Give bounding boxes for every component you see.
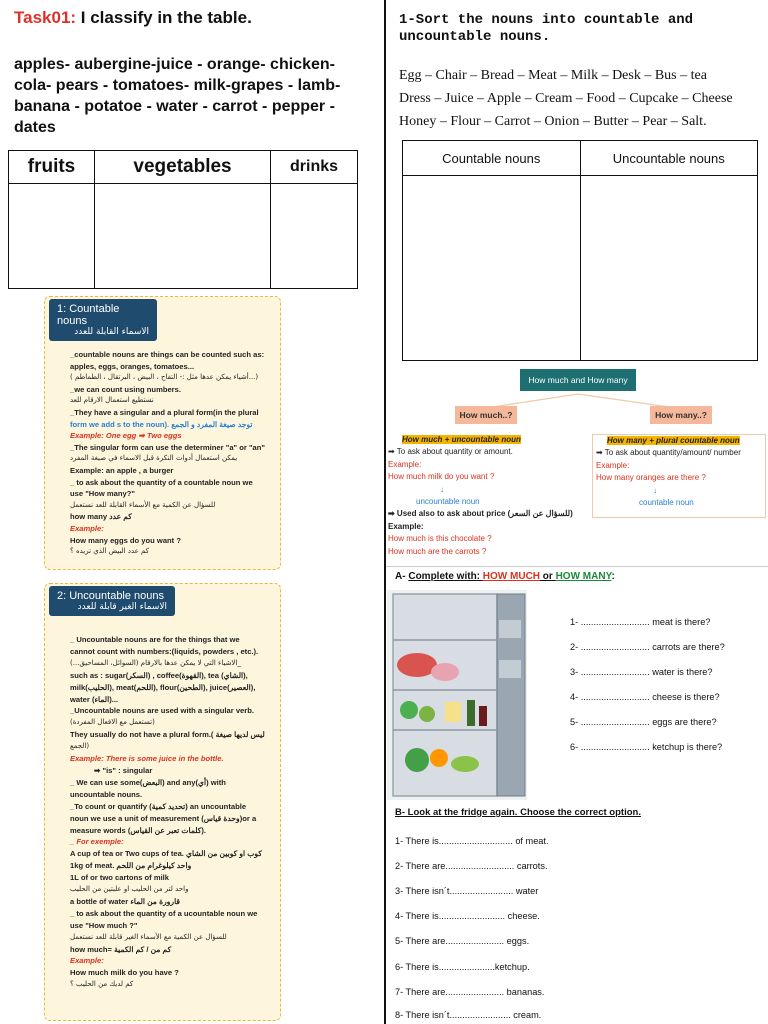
hm-line: ➡ Used also to ask about price (للسؤال عن السعر) xyxy=(388,509,573,519)
note-line: form we add s to the noun). توجد صيغة المفرد و الجمع xyxy=(70,419,253,429)
countable-heading-text: 1: Countable nouns xyxy=(57,303,120,327)
note-line: _Uncountable nouns are used with a singular verb. xyxy=(70,706,254,716)
note-line: ( أشياء يمكن عدها مثل :- التفاح ، البيض ، البرتقال ، الطماطم...) xyxy=(70,373,259,382)
how-many-box xyxy=(592,434,766,518)
note-line: how much= كم من / كم الكمية xyxy=(70,944,172,954)
note-line: _ to ask about the quantity of a countable noun we xyxy=(70,477,253,487)
note-example: Example: One egg ➡ Two eggs xyxy=(70,431,182,441)
complete-question-4: 4- ........................... cheese is there? xyxy=(570,692,720,702)
note-line: uncountable nouns. xyxy=(70,789,143,799)
note-example: Example: xyxy=(70,523,104,533)
hm-arrow: ↓ xyxy=(440,484,444,494)
note-line: How many eggs do you want ? xyxy=(70,535,181,545)
note-line: _ to ask about the quantity of a ucountable noun we xyxy=(70,908,258,918)
note-line: (تستعمل مع الافعال المفردة) xyxy=(70,718,155,727)
note-line: للسؤال عن الكمية مع الأسماء الغير قابلة للعد نستعمل xyxy=(70,932,227,941)
complete-text: Complete with: xyxy=(408,571,483,582)
note-line: _ Uncountable nouns are for the things that we xyxy=(70,635,240,644)
countable-heading xyxy=(49,299,157,341)
column-header-vegetables: vegetables xyxy=(95,151,271,184)
hm-example: How many oranges are there ? xyxy=(596,473,706,483)
note-line: يمكن استعمال أدوات النكرة قبل الاسماء في صيغة المفرد xyxy=(70,454,238,463)
hm-line: Example: xyxy=(388,459,422,469)
part-b-item-7: 7- There are....................... bananas. xyxy=(395,987,545,997)
note-line: 1kg of meat. واحد كيلوغرام من اللحم xyxy=(70,861,192,871)
hm-line: Example: xyxy=(596,460,630,470)
note-line: للسؤال عن الكمية مع الأسماء القابلة للعد نستعمل xyxy=(70,500,216,509)
fruits-cell[interactable] xyxy=(9,184,95,289)
complete-question-5: 5- ........................... eggs are there? xyxy=(570,717,717,727)
drinks-cell[interactable] xyxy=(271,184,358,289)
countable-heading-ar: الاسماء القابلة للعدد xyxy=(74,327,149,337)
hm-line: uncountable noun xyxy=(416,497,480,507)
note-line: _The singular form can use the determiner "a" or "an" xyxy=(70,442,266,452)
note-line: نستطيع استعمال الارقام للعد xyxy=(70,396,154,405)
complete-or: or xyxy=(540,571,556,582)
sort-title: 1-Sort the nouns into countable and uncountable nouns. xyxy=(399,12,694,45)
part-b-item-5: 5- There are....................... eggs. xyxy=(395,936,530,946)
note-line: use "How much ?" xyxy=(70,920,138,930)
note-line: noun we use a unit of measurement (وحدة قياس)or a xyxy=(70,813,257,823)
hm-example: How much milk do you want ? xyxy=(388,472,495,482)
countable-body xyxy=(70,349,278,558)
hm-example: How much is this chocolate ? xyxy=(388,534,492,544)
complete-prefix: A- xyxy=(395,571,409,582)
part-b-item-4: 4- There is.......................... cheese. xyxy=(395,911,540,921)
how-much-box xyxy=(388,434,578,566)
complete-question-3: 3- ........................... water is there? xyxy=(570,667,713,677)
note-line: use "How many?" xyxy=(70,489,136,499)
note-line: cannot count with numbers:(liquids, powders , etc.). xyxy=(70,646,259,656)
part-b-item-2: 2- There are........................... carrots. xyxy=(395,861,548,871)
task01-title xyxy=(14,8,252,28)
sort-words-line: Egg – Chair – Bread – Meat – Milk – Desk – Bus – tea xyxy=(399,68,707,83)
note-line: measure words (كلمات تعبر عن القياس). xyxy=(70,825,207,835)
sort-table xyxy=(402,140,758,361)
page-divider xyxy=(384,0,386,1024)
note-line: كم لديك من الحليب ؟ xyxy=(70,980,134,989)
vegetables-cell[interactable] xyxy=(95,184,271,289)
sort-words-line: Honey – Flour – Carrot – Onion – Butter – Pear – Salt. xyxy=(399,114,707,129)
note-line: ➡ "is" : singular xyxy=(94,765,153,775)
note-line: How much milk do you have ? xyxy=(70,968,179,978)
hm-line: ➡ To ask about quantity or amount. xyxy=(388,447,513,457)
complete-question-2: 2- ........................... carrots are there? xyxy=(570,642,725,652)
uncountable-heading xyxy=(49,586,175,616)
uncountable-heading-text: 2: Uncountable nouns xyxy=(57,590,165,602)
complete-question-1: 1- ........................... meat is there? xyxy=(570,617,711,627)
note-line: A cup of tea or Two cups of tea. كوب او كوبين من الشاي xyxy=(70,849,262,859)
note-example: _ For exemple: xyxy=(70,837,124,847)
column-header-countable: Countable nouns xyxy=(403,141,581,176)
word-list: apples- aubergine-juice - orange- chicken-cola- pears - tomatoes- milk-grapes - lamb- banana - potatoe - water - carrot - pepper - dates xyxy=(14,56,341,136)
note-line: _To count or quantify (تحديد كمية) an uncountable xyxy=(70,801,247,811)
note-line: _ We can use some(البعض) and any(أي) with xyxy=(70,777,226,787)
task01-instruction: I classify in the table. xyxy=(76,8,252,27)
note-line: how many كم عدد xyxy=(70,512,132,522)
part-b-item-3: 3- There isn´t......................... water xyxy=(395,886,539,896)
countable-cell[interactable] xyxy=(403,176,581,361)
note-line: _countable nouns are things can be counted such as: xyxy=(70,350,265,359)
complete-title xyxy=(395,571,615,582)
note-line: كم عدد البيض الذي تريده ؟ xyxy=(70,547,150,556)
note-line: a bottle of water قارورة من الماء xyxy=(70,896,181,906)
note-example: Example: an apple , a burger xyxy=(70,465,174,475)
complete-question-6: 6- ........................... ketchup is there? xyxy=(570,742,723,752)
sort-words-line: Dress – Juice – Apple – Cream – Food – Cupcake – Cheese xyxy=(399,91,733,106)
hm-arrow: ↓ xyxy=(653,485,657,495)
note-line: الجمع) xyxy=(70,742,90,751)
note-line: _They have a singular and a plural form(in the plural xyxy=(70,407,259,417)
how-many-label: How many..? xyxy=(650,406,712,424)
countable-nouns-note xyxy=(44,296,281,570)
note-line: 1L of or two cartons of milk xyxy=(70,873,170,883)
hm-line: Example: xyxy=(388,521,424,531)
note-example: Example: xyxy=(70,956,104,966)
task01-label: Task01: xyxy=(14,8,77,27)
how-much-label: How much..? xyxy=(455,406,517,424)
hm-line: countable noun xyxy=(639,498,694,508)
hm-line: ➡ To ask about quantity/amount/ number xyxy=(596,448,741,458)
note-line: apples, eggs, oranges, tomatoes... xyxy=(70,361,195,371)
complete-colon: : xyxy=(611,571,615,582)
uncountable-body xyxy=(70,634,278,991)
fridge-illustration xyxy=(387,590,527,800)
how-many-rule: How many + plural countable noun xyxy=(607,436,740,445)
part-b-item-6: 6- There is......................ketchup. xyxy=(395,962,530,972)
column-header-drinks: drinks xyxy=(271,151,358,184)
uncountable-nouns-note xyxy=(44,583,281,1021)
hm-example: How much are the carrots ? xyxy=(388,546,487,556)
column-header-uncountable: Uncountable nouns xyxy=(580,141,758,176)
note-line: واحد لتر من الحليب او علبتين من الحليب xyxy=(70,885,189,894)
part-b-title: B- Look at the fridge again. Choose the correct option. xyxy=(395,807,641,818)
part-b-item-1: 1- There is............................. of meat. xyxy=(395,836,549,846)
classify-table xyxy=(8,150,358,289)
part-b-item-8: 8- There isn´t........................ cream. xyxy=(395,1010,542,1020)
note-line: water (الماء)... xyxy=(70,694,119,704)
how-much-many-title: How much and How many xyxy=(520,369,636,391)
note-line: الاشياء التي لا يمكن عدها بالارقام (السوائل، المساحيق...)_ xyxy=(70,658,241,667)
note-line: milk(الحليب), meat(اللحم), flour(الطحين), juice(العصير), xyxy=(70,682,256,692)
how-much-rule: How much + uncountable noun xyxy=(402,435,521,444)
uncountable-cell[interactable] xyxy=(580,176,758,361)
uncountable-heading-ar: الاسماء الغير قابلة للعدد xyxy=(77,602,167,612)
section-divider xyxy=(386,566,768,567)
note-line: such as : sugar(السكر) , coffee(القهوة), tea (الشاي), xyxy=(70,670,248,680)
complete-how-much: HOW MUCH xyxy=(482,571,541,582)
note-line: They usually do not have a plural form.( ليس لديها صيغة xyxy=(70,730,265,740)
column-header-fruits: fruits xyxy=(9,151,95,184)
note-line: _we can count using numbers. xyxy=(70,384,181,394)
note-example: Example: There is some juice in the bottle. xyxy=(70,754,224,764)
complete-how-many: HOW MANY xyxy=(555,571,612,582)
